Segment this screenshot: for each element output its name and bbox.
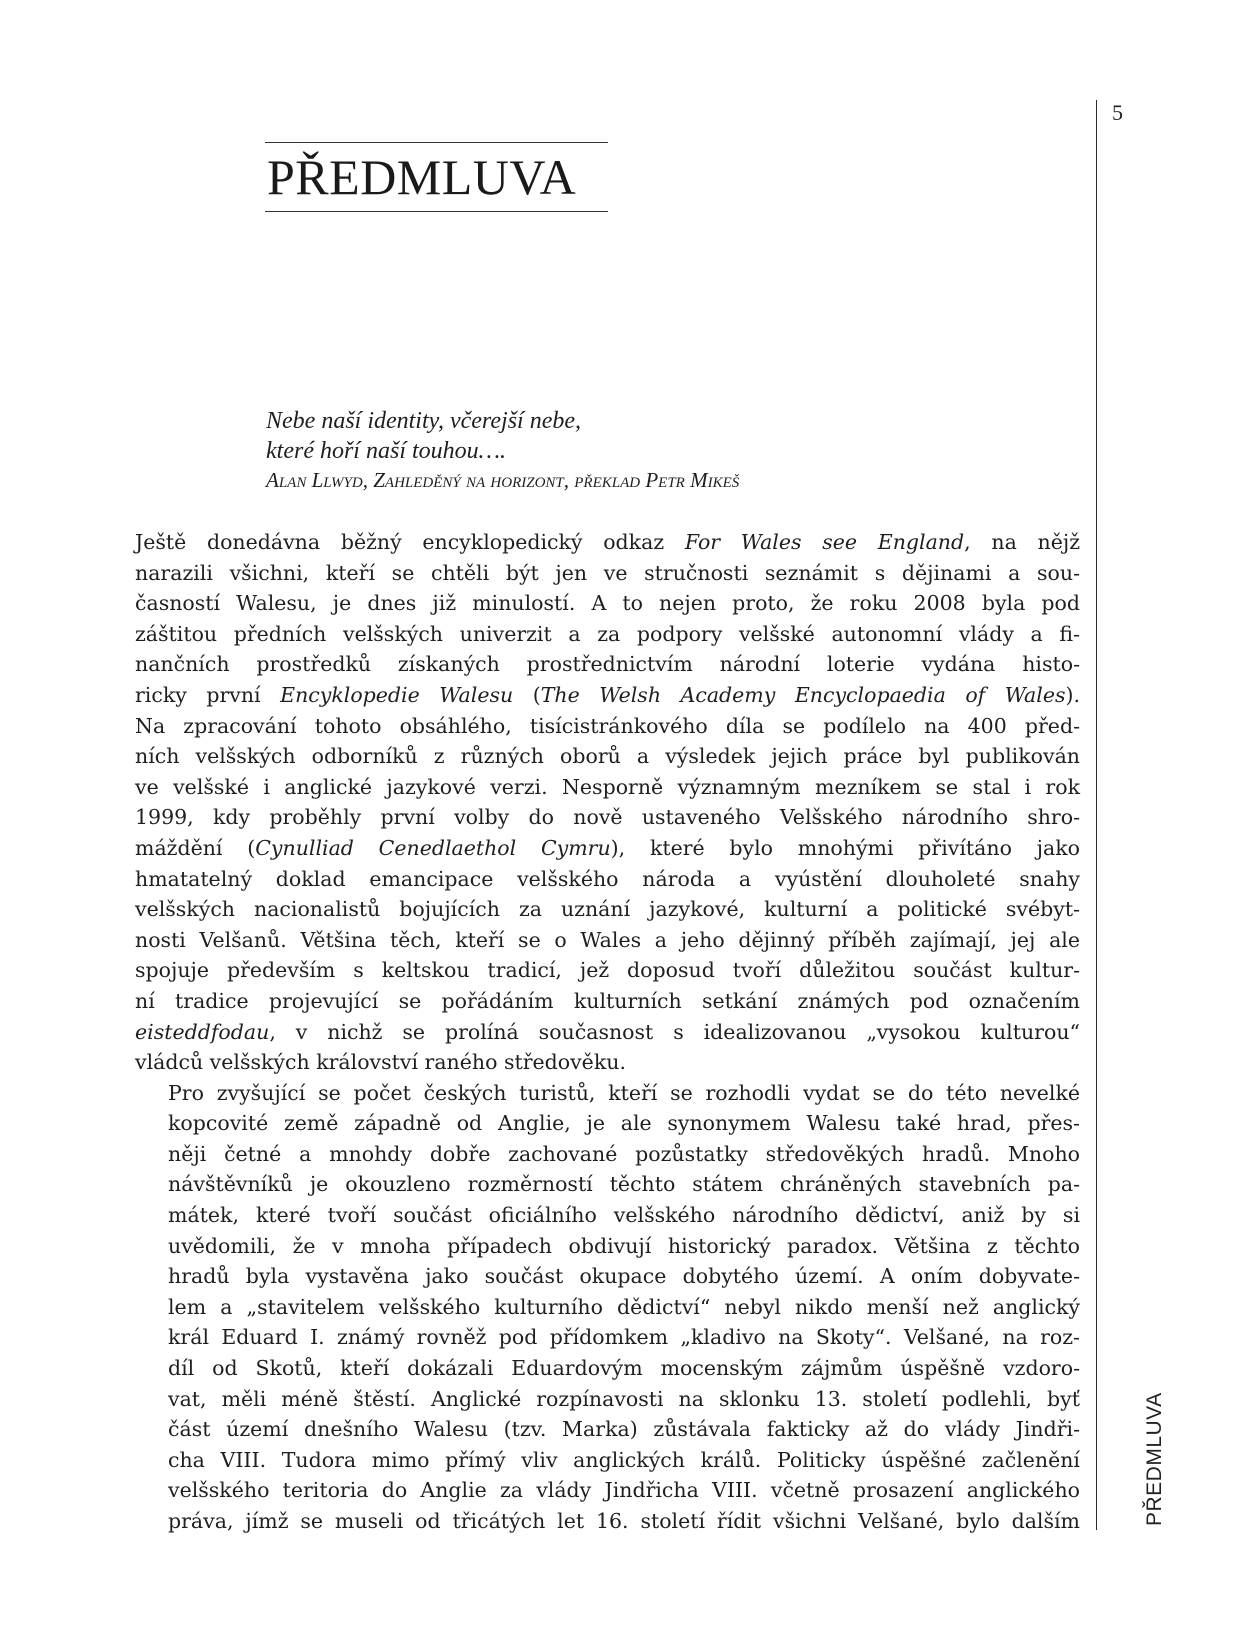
text-line: lem a „stavitelem velšského kulturního dědictví“ nebyl nikdo menší než anglický xyxy=(168,1294,1080,1319)
text-line: hmatatelný doklad emancipace velšského národa a vyústění dlouholeté snahy xyxy=(135,866,1080,891)
text-line: kopcovité země západně od Anglie, je ale synonymem Walesu také hrad, přes- xyxy=(168,1111,1080,1136)
text-line: eisteddfodau, v nichž se prolíná současnost s idealizovanou „vysokou kulturou“ xyxy=(135,1019,1080,1044)
text-line: mátek, které tvoří součást oficiálního velšského národního dědictví, aniž by si xyxy=(168,1203,1080,1228)
text-line: nančních prostředků získaných prostřednictvím národní loterie vydána histo- xyxy=(135,652,1080,677)
running-head: PŘEDMLUVA xyxy=(1143,1392,1166,1526)
chapter-title-block xyxy=(265,142,608,212)
chapter-title: PŘEDMLUVA xyxy=(267,149,577,205)
text-line: velšských nacionalistů bojujících za uznání jazykové, kulturní a politické svébyt- xyxy=(135,897,1080,922)
text-line: ních velšských odborníků z různých oborů a výsledek jejich práce byl publikován xyxy=(135,744,1080,769)
text-line: Ještě donedávna běžný encyklopedický odkaz For Wales see England, na nějž xyxy=(135,530,1080,554)
text-line: Na zpracování tohoto obsáhlého, tisícistránkového díla se podílelo na 400 před- xyxy=(135,713,1080,738)
text-line: narazili všichni, kteří se chtěli být jen ve stručnosti seznámit s dějinami a sou- xyxy=(135,560,1080,585)
text-line: nosti Velšanů. Většina těch, kteří se o Wales a jeho dějinný příběh zajímají, jej ale xyxy=(135,927,1080,952)
paragraph xyxy=(135,527,1080,1078)
text-line: uvědomili, že v mnoha případech obdivují historický paradox. Většina z těchto xyxy=(168,1233,1080,1258)
text-line: vat, měli méně štěstí. Anglické rozpínavosti na sklonku 13. století podlehli, byť xyxy=(168,1386,1080,1411)
paragraph xyxy=(135,1078,1080,1537)
text-line: cha VIII. Tudora mimo přímý vliv anglických králů. Politicky úspěšné začlenění xyxy=(168,1447,1080,1472)
text-line: díl od Skotů, kteří dokázali Eduardovým mocenským zájmům úspěšně vzdoro- xyxy=(168,1356,1080,1381)
page-number: 5 xyxy=(1112,100,1123,125)
text-line: spojuje především s keltskou tradicí, jež doposud tvoří důležitou součást kultur- xyxy=(135,958,1080,983)
text-line: ní tradice projevující se pořádáním kulturních setkání známých pod označením xyxy=(135,988,1080,1013)
text-line: vládců velšských království raného středověku. xyxy=(135,1050,626,1075)
text-line: ricky první Encyklopedie Walesu (The Welsh Academy Encyclopaedia of Wales). xyxy=(135,682,1081,707)
text-line: Pro zvyšující se počet českých turistů, kteří se rozhodli vydat se do této nevelké xyxy=(168,1080,1080,1105)
text-line: hradů byla vystavěna jako součást okupace dobytého území. A oním dobyvate- xyxy=(168,1264,1080,1289)
text-line: 1999, kdy proběhly první volby do nově ustaveného Velšského národního shro- xyxy=(135,805,1080,830)
text-line: návštěvníků je okouzleno rozměrností těchto státem chráněných stavebních pa- xyxy=(168,1172,1080,1197)
epigraph-line-1: Nebe naší identity, včerejší nebe, xyxy=(266,408,582,434)
text-line: král Eduard I. známý rovněž pod přídomkem „kladivo na Skoty“. Velšané, na roz- xyxy=(168,1325,1080,1350)
epigraph-credit: Alan Llwyd, Zahleděný na horizont, překlad Petr Mikeš xyxy=(266,468,740,492)
epigraph xyxy=(266,406,986,493)
text-line: časností Walesu, je dnes již minulostí. A to nejen proto, že roku 2008 byla pod xyxy=(135,591,1080,616)
epigraph-line-2: které hoří naší touhou…. xyxy=(266,438,506,464)
text-line: něji četné a mnohdy dobře zachované pozůstatky středověkých hradů. Mnoho xyxy=(168,1141,1080,1166)
text-line: práva, jímž se museli od třicátých let 16. století řídit všichni Velšané, bylo dalším xyxy=(168,1509,1080,1533)
body-text xyxy=(135,527,1080,1537)
margin-rule xyxy=(1096,100,1097,1530)
text-line: máždění (Cynulliad Cenedlaethol Cymru), které bylo mnohými přivítáno jako xyxy=(135,835,1081,860)
text-line: ve velšské i anglické jazykové verzi. Nesporně významným mezníkem se stal i rok xyxy=(135,774,1080,799)
text-line: záštitou předních velšských univerzit a za podpory velšské autonomní vlády a fi- xyxy=(135,621,1080,646)
text-line: část území dnešního Walesu (tzv. Marka) zůstávala fakticky až do vlády Jindři- xyxy=(168,1417,1080,1442)
text-line: velšského teritoria do Anglie za vlády Jindřicha VIII. včetně prosazení anglického xyxy=(168,1478,1080,1503)
